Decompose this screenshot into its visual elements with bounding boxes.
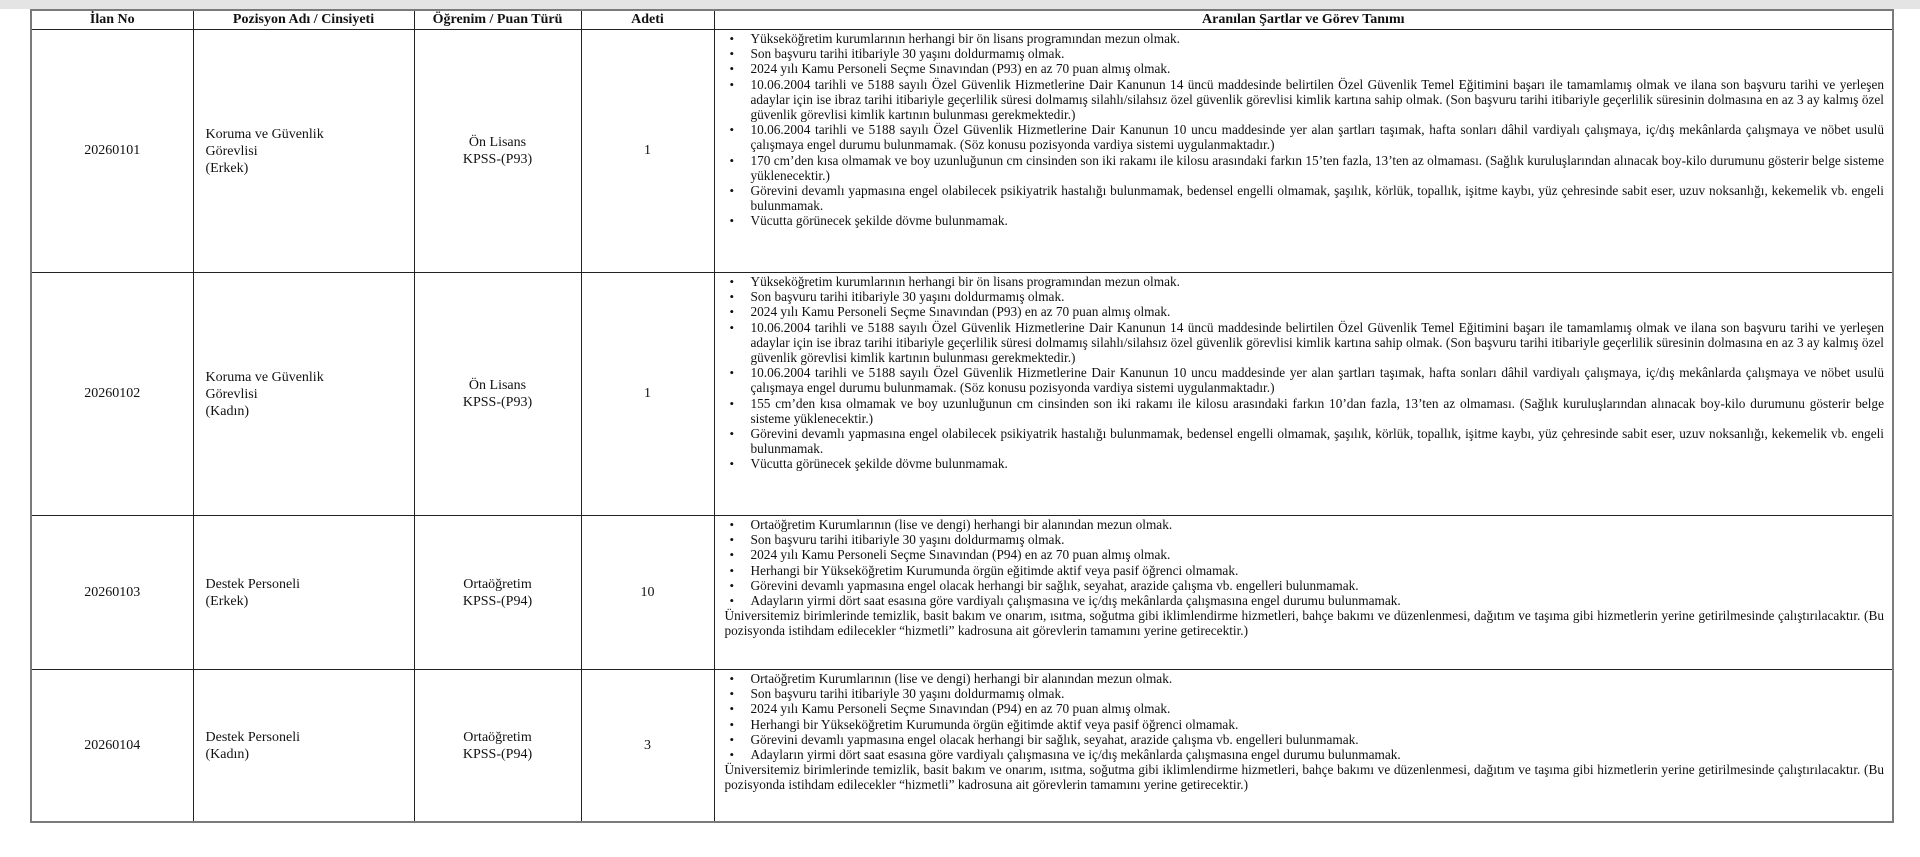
score-type: KPSS-(P93) [462, 395, 533, 410]
bullet-icon: • [729, 304, 735, 320]
requirement-item [729, 517, 1885, 532]
requirement-item [729, 304, 1885, 320]
score-type: KPSS-(P94) [462, 593, 533, 609]
position-name-line: Destek Personeli [205, 576, 300, 592]
header-ilan-no: İlan No [31, 10, 193, 30]
requirement-text: 2024 yılı Kamu Personeli Seçme Sınavından (P93) en az 70 puan almış olmak. [750, 61, 1171, 77]
bullet-icon: • [729, 122, 735, 138]
requirement-item [729, 319, 1885, 366]
requirement-text: 155 cm’den kısa olmamak ve boy uzunluğunun cm cinsinden son iki rakamı ile kilosu arasındaki farkın 10’dan fazla, 13’ten az olmaması. (Sağlık kuruluşlarından alınacak boy-kilo durumunu gösterir belge sisteme yüklenecektir.) [750, 395, 1884, 426]
requirement-text: Görevini devamlı yapmasına engel olabilecek psikiyatrik hastalığı bulunmamak, bedensel engelli olmamak, şaşılık, körlük, topallık, işitme kaybı, yüz çehresinde sabit eser, uzuv noksanlığı, kekemelik vb. engeli bulunmamak. [750, 183, 1884, 214]
sartlar-cell [714, 273, 1893, 516]
requirement-item [729, 365, 1885, 396]
table-header-row [31, 10, 1893, 30]
bullet-icon: • [729, 395, 735, 411]
header-pozisyon: Pozisyon Adı / Cinsiyeti [193, 10, 414, 30]
bullet-icon: • [729, 76, 735, 92]
requirement-text: Yükseköğretim kurumlarının herhangi bir ön lisans programından mezun olmak. [750, 274, 1180, 289]
pozisyon-cell [193, 273, 414, 516]
bullet-icon: • [729, 426, 735, 442]
requirement-item [729, 747, 1885, 763]
requirement-item [729, 46, 1885, 62]
education-level: Ön Lisans [468, 135, 527, 150]
requirement-text: Son başvuru tarihi itibariyle 30 yaşını doldurmamış olmak. [750, 46, 1065, 62]
requirement-text: Herhangi bir Yükseköğretim Kurumunda örgün eğitimde aktif veya pasif öğrenci olmamak. [750, 562, 1239, 578]
gender-label: (Kadın) [205, 403, 250, 419]
ilan-no-cell [31, 670, 193, 823]
requirement-item [729, 213, 1885, 229]
bullet-icon: • [729, 517, 735, 532]
requirement-text: Yükseköğretim kurumlarının herhangi bir ön lisans programından mezun olmak. [750, 31, 1180, 46]
ogrenim-cell [414, 273, 581, 516]
ilan-no: 20260103 [84, 584, 141, 600]
requirement-item [729, 686, 1885, 702]
ilan-no-cell [31, 516, 193, 670]
requirements-list [725, 31, 1885, 229]
requirement-item [729, 593, 1885, 609]
requirement-text: 10.06.2004 tarihli ve 5188 sayılı Özel Güvenlik Hizmetlerine Dair Kanunun 10 uncu maddesinde yer alan şartları taşımak, hafta sonları dâhil vardiyalı çalışmaya, iç/dış mekânlarda çalışmaya ve nöbet usulü çalışmaya engel durumu bulunmamak. (Söz konusu pozisyonda vardiya sistemi uygulanmaktadır.) [750, 365, 1884, 396]
requirement-item [729, 122, 1885, 153]
requirement-text: Ortaöğretim Kurumlarının (lise ve dengi) herhangi bir alanından mezun olmak. [750, 671, 1173, 686]
ilan-no: 20260101 [84, 143, 141, 158]
quota-count: 10 [640, 584, 655, 600]
score-type: KPSS-(P94) [462, 746, 533, 762]
job-listing-table [30, 9, 1894, 823]
requirements-list [725, 671, 1885, 762]
requirement-text: Görevini devamlı yapmasına engel olacak herhangi bir sağlık, seyahat, arazide çalışma vb. engelleri bulunmamak. [750, 731, 1359, 747]
requirement-text: Herhangi bir Yükseköğretim Kurumunda örgün eğitimde aktif veya pasif öğrenci olmamak. [750, 716, 1239, 732]
bullet-icon: • [729, 671, 735, 686]
page-top-shade [0, 0, 1920, 9]
quota-count: 1 [644, 143, 651, 158]
education-level: Ön Lisans [468, 378, 527, 393]
position-name-line: Koruma ve Güvenlik [205, 126, 324, 142]
bullet-icon: • [729, 532, 735, 548]
position-name-line: Koruma ve Güvenlik [205, 369, 324, 385]
bullet-icon: • [729, 686, 735, 702]
ilan-no-cell [31, 273, 193, 516]
header-adet: Adeti [581, 10, 714, 30]
bullet-icon: • [729, 716, 735, 732]
score-type: KPSS-(P93) [462, 152, 533, 167]
requirement-text: 10.06.2004 tarihli ve 5188 sayılı Özel Güvenlik Hizmetlerine Dair Kanunun 14 üncü maddesinde belirtilen Özel Güvenlik Temel Eğitimini başarı ile tamamlamış olmak ve ilana son başvuru tarihi ve yerleşen adaylar için ise ibraz tarihi itibariyle geçerlilik süresi dolmamış silahlı/silahsız özel güvenlik görevlisi kimlik kartına sahip olmak. (Son başvuru tarihi itibariyle geçerlilik süresinin dolmasına en az 3 ay kalmış özel güvenlik görevlisi kimlik kartının bulunması gerekmektedir.) [750, 76, 1884, 123]
gender-label: (Erkek) [205, 160, 249, 176]
requirement-text: Ortaöğretim Kurumlarının (lise ve dengi) herhangi bir alanından mezun olmak. [750, 517, 1173, 532]
requirement-item [729, 532, 1885, 548]
requirement-item [729, 577, 1885, 593]
pozisyon-cell [193, 30, 414, 273]
requirement-text: Vücutta görünecek şekilde dövme bulunmamak. [750, 456, 1008, 472]
ilan-no-cell [31, 30, 193, 273]
requirement-item [729, 395, 1885, 426]
adet-cell [581, 670, 714, 823]
ilan-no: 20260104 [84, 737, 141, 753]
gender-label: (Kadın) [205, 746, 250, 762]
gender-label: (Erkek) [205, 593, 249, 609]
requirement-item [729, 701, 1885, 717]
requirement-item [729, 152, 1885, 183]
requirement-text: Son başvuru tarihi itibariyle 30 yaşını doldurmamış olmak. [750, 686, 1065, 702]
requirement-text: 10.06.2004 tarihli ve 5188 sayılı Özel Güvenlik Hizmetlerine Dair Kanunun 10 uncu maddesinde yer alan şartları taşımak, hafta sonları dâhil vardiyalı çalışmaya, iç/dış mekânlarda çalışmaya ve nöbet usulü çalışmaya engel durumu bulunmamak. (Söz konusu pozisyonda vardiya sistemi uygulanmaktadır.) [750, 122, 1884, 153]
requirement-text: 2024 yılı Kamu Personeli Seçme Sınavından (P93) en az 70 puan almış olmak. [750, 304, 1171, 320]
requirement-item [729, 547, 1885, 563]
bullet-icon: • [729, 731, 735, 747]
requirement-item [729, 31, 1885, 46]
quota-count: 1 [644, 386, 651, 401]
education-level: Ortaöğretim [463, 576, 532, 592]
position-name-line: Destek Personeli [205, 729, 300, 745]
requirement-item [729, 426, 1885, 457]
bullet-icon: • [729, 213, 735, 229]
sartlar-cell [714, 30, 1893, 273]
bullet-icon: • [729, 701, 735, 717]
bullet-icon: • [729, 577, 735, 593]
pozisyon-cell [193, 516, 414, 670]
requirement-item [729, 76, 1885, 123]
bullet-icon: • [729, 31, 735, 46]
requirement-text: Görevini devamlı yapmasına engel olacak herhangi bir sağlık, seyahat, arazide çalışma vb. engelleri bulunmamak. [750, 577, 1359, 593]
requirement-text: 10.06.2004 tarihli ve 5188 sayılı Özel Güvenlik Hizmetlerine Dair Kanunun 14 üncü maddesinde belirtilen Özel Güvenlik Temel Eğitimini başarı ile tamamlamış olmak ve ilana son başvuru tarihi ve yerleşen adaylar için ise ibraz tarihi itibariyle geçerlilik süresi dolmamış silahlı/silahsız özel güvenlik görevlisi kimlik kartına sahip olmak. (Son başvuru tarihi itibariyle geçerlilik süresinin dolmasına en az 3 ay kalmış özel güvenlik görevlisi kimlik kartının bulunması gerekmektedir.) [750, 319, 1884, 366]
requirement-item [729, 456, 1885, 472]
header-ogrenim: Öğrenim / Puan Türü [414, 10, 581, 30]
bullet-icon: • [729, 183, 735, 199]
requirement-text: Görevini devamlı yapmasına engel olabilecek psikiyatrik hastalığı bulunmamak, bedensel engelli olmamak, şaşılık, körlük, topallık, işitme kaybı, yüz çehresinde sabit eser, uzuv noksanlığı, kekemelik vb. engeli bulunmamak. [750, 426, 1884, 457]
position-name-line: Görevlisi [205, 386, 258, 402]
requirement-text: 2024 yılı Kamu Personeli Seçme Sınavından (P94) en az 70 puan almış olmak. [750, 547, 1171, 563]
requirements-list [725, 517, 1885, 608]
requirement-text: Vücutta görünecek şekilde dövme bulunmamak. [750, 213, 1008, 229]
bullet-icon: • [729, 319, 735, 335]
position-name-line: Görevlisi [205, 143, 258, 159]
requirements-list [725, 274, 1885, 472]
adet-cell [581, 30, 714, 273]
requirement-item [729, 289, 1885, 305]
ogrenim-cell [414, 30, 581, 273]
table-row [31, 30, 1893, 273]
bullet-icon: • [729, 747, 735, 763]
job-description-paragraph: Üniversitemiz birimlerinde temizlik, basit bakım ve onarım, ısıtma, soğutma gibi iklimlendirme hizmetleri, bahçe bakımı ve düzenlenmesi, dağıtım ve taşıma gibi hizmetlerin yerine getirilmesinde çalıştırılacaktır. (Bu pozisyonda istihdam edilecekler “hizmetli” kadrosuna ait görevlerin tamamını yerine getirecektir.) [724, 608, 1884, 639]
bullet-icon: • [729, 152, 735, 168]
pozisyon-cell [193, 670, 414, 823]
requirement-text: 170 cm’den kısa olmamak ve boy uzunluğunun cm cinsinden son iki rakamı ile kilosu arasındaki farkın 15’ten fazla, 13’ten az olmaması. (Sağlık kuruluşlarından alınacak boy-kilo durumunu gösterir belge sisteme yüklenecektir.) [750, 152, 1884, 183]
requirement-item [729, 562, 1885, 578]
ogrenim-cell [414, 670, 581, 823]
table-row [31, 670, 1893, 823]
bullet-icon: • [729, 562, 735, 578]
bullet-icon: • [729, 61, 735, 77]
bullet-icon: • [729, 46, 735, 62]
requirement-text: Son başvuru tarihi itibariyle 30 yaşını doldurmamış olmak. [750, 532, 1065, 548]
header-sartlar: Aranılan Şartlar ve Görev Tanımı [714, 10, 1893, 30]
ilan-no: 20260102 [84, 386, 141, 401]
table-row [31, 516, 1893, 670]
quota-count: 3 [644, 737, 651, 753]
bullet-icon: • [729, 289, 735, 305]
job-description-paragraph: Üniversitemiz birimlerinde temizlik, basit bakım ve onarım, ısıtma, soğutma gibi iklimlendirme hizmetleri, bahçe bakımı ve düzenlenmesi, dağıtım ve taşıma gibi hizmetlerin yerine getirilmesinde çalıştırılacaktır. (Bu pozisyonda istihdam edilecekler “hizmetli” kadrosuna ait görevlerin tamamını yerine getirecektir.) [724, 762, 1884, 793]
education-level: Ortaöğretim [463, 729, 532, 745]
adet-cell [581, 273, 714, 516]
bullet-icon: • [729, 593, 735, 609]
adet-cell [581, 516, 714, 670]
requirement-item [729, 61, 1885, 77]
ogrenim-cell [414, 516, 581, 670]
requirement-text: Adayların yirmi dört saat esasına göre vardiyalı çalışmasına ve iç/dış mekânlarda çalışmasına engel durumu bulunmamak. [750, 593, 1401, 609]
bullet-icon: • [729, 274, 735, 289]
bullet-icon: • [729, 365, 735, 381]
requirement-item [729, 671, 1885, 686]
sartlar-cell [714, 670, 1893, 823]
bullet-icon: • [729, 456, 735, 472]
requirement-item [729, 274, 1885, 289]
requirement-item [729, 716, 1885, 732]
bullet-icon: • [729, 547, 735, 563]
requirement-text: Son başvuru tarihi itibariyle 30 yaşını doldurmamış olmak. [750, 289, 1065, 305]
requirement-item [729, 183, 1885, 214]
requirement-item [729, 731, 1885, 747]
sartlar-cell [714, 516, 1893, 670]
requirement-text: Adayların yirmi dört saat esasına göre vardiyalı çalışmasına ve iç/dış mekânlarda çalışmasına engel durumu bulunmamak. [750, 747, 1401, 763]
table-body [31, 30, 1893, 823]
table-row [31, 273, 1893, 516]
requirement-text: 2024 yılı Kamu Personeli Seçme Sınavından (P94) en az 70 puan almış olmak. [750, 701, 1171, 717]
